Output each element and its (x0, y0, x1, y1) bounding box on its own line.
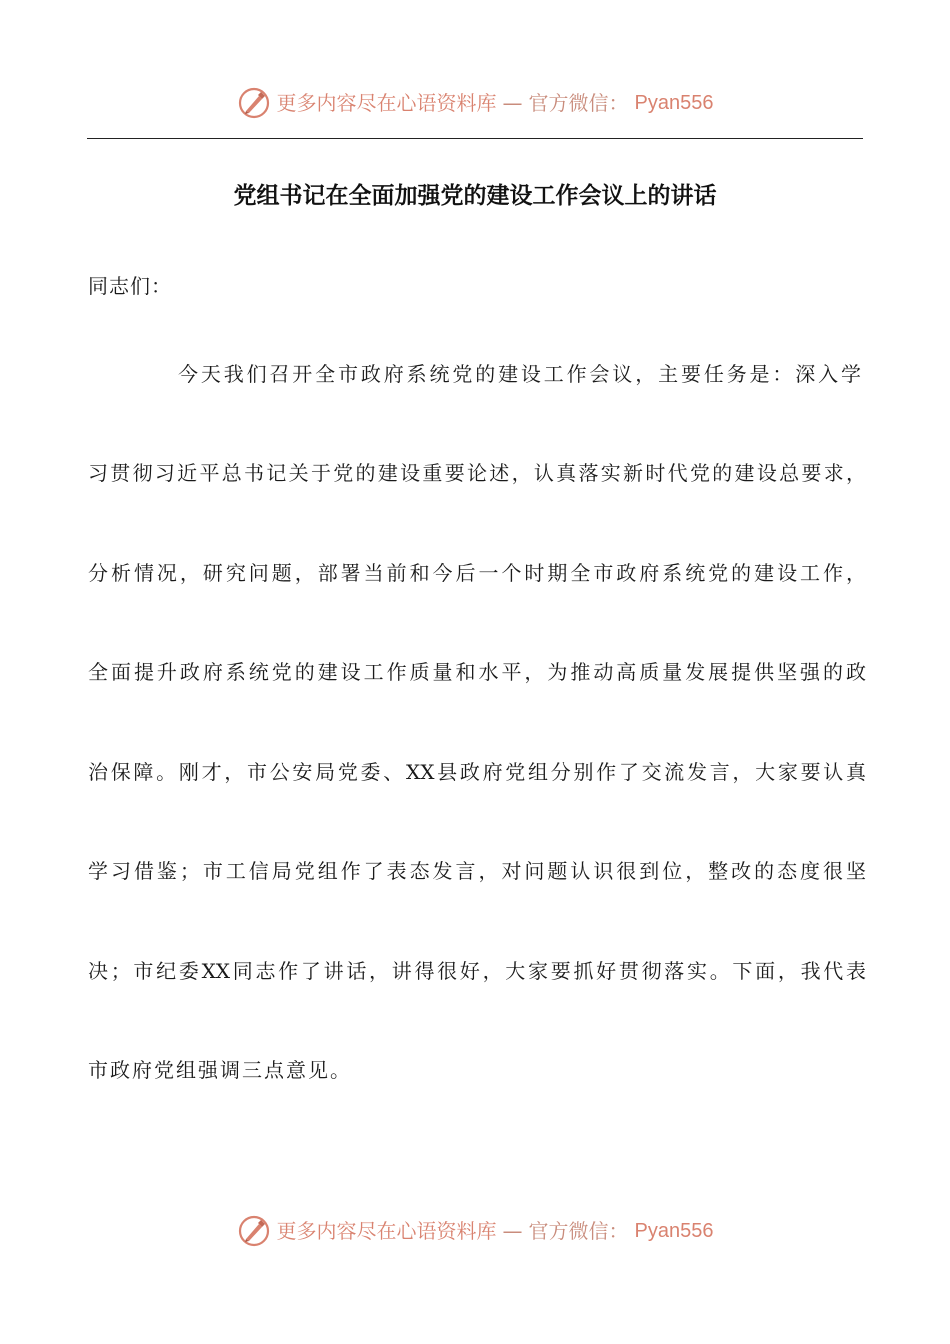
paragraph-line-1: 今天我们召开全市政府系统党的建设工作会议，主要任务是：深入学 (178, 362, 861, 386)
footer-watermark (0, 1214, 950, 1248)
watermark-wechat-id: Pyan556 (634, 1220, 714, 1242)
paragraph-line-6: 学习借鉴；市工信局党组作了表态发言，对问题认识很到位，整改的态度很坚 (88, 859, 866, 883)
pen-circle-logo-icon (237, 86, 271, 120)
header-rule (87, 138, 863, 139)
watermark-dash: — (502, 91, 523, 115)
watermark-official-label: 官方微信： (528, 1219, 629, 1243)
paragraph-line-2: 习贯彻习近平总书记关于党的建设重要论述，认真落实新时代党的建设总要求， (88, 461, 866, 485)
paragraph-line-4: 全面提升政府系统党的建设工作质量和水平，为推动高质量发展提供坚强的政 (88, 660, 866, 684)
watermark-dash: — (502, 1219, 523, 1243)
watermark-wechat-id: Pyan556 (634, 92, 714, 114)
paragraph-line-3: 分析情况，研究问题，部署当前和今后一个时期全市政府系统党的建设工作， (88, 561, 866, 585)
header-watermark (0, 86, 950, 120)
document-title: 党组书记在全面加强党的建设工作会议上的讲话 (233, 183, 717, 209)
watermark-official-label: 官方微信： (528, 91, 629, 115)
paragraph-line-5: 治保障。刚才，市公安局党委、XX县政府党组分别作了交流发言，大家要认真 (88, 760, 866, 784)
paragraph-line-8: 市政府党组强调三点意见。 (88, 1058, 352, 1082)
paragraph-line-7: 决；市纪委XX同志作了讲话，讲得很好，大家要抓好贯彻落实。下面，我代表 (88, 959, 866, 983)
salutation: 同志们： (88, 274, 172, 298)
watermark-main-text: 更多内容尽在心语资料库 (276, 91, 497, 115)
pen-circle-logo-icon (237, 1214, 271, 1248)
watermark-main-text: 更多内容尽在心语资料库 (276, 1219, 497, 1243)
